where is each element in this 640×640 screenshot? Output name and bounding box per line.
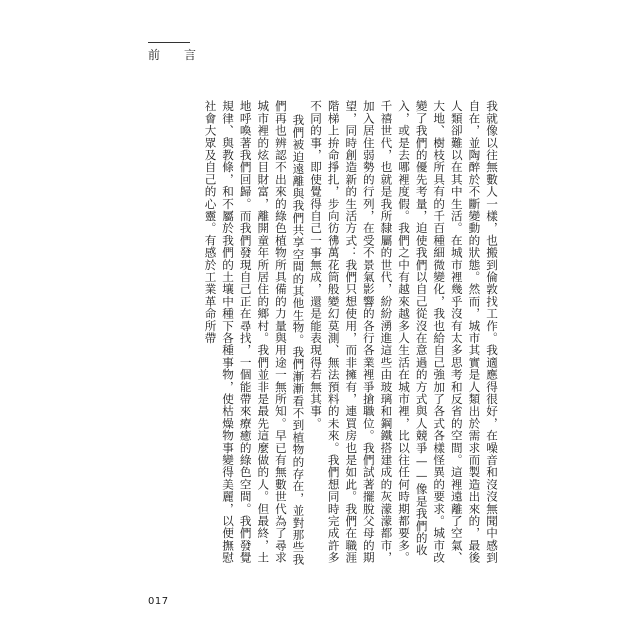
page-number: 017 [148,596,169,607]
paragraph: 我就像以往無數人一樣，也搬到倫敦找工作。我適應得很好，在噪音和沒沒無聞中感到自在，並陶醉於不斷變動的狀態。然而，城市其實是人類出於需求而製造出來的，最後人類卻難以在其中生活。在城市裡幾乎沒有太多思考和反省的空間。這裡遠離了空氣、大地、樹枝所具有的千百種細微變化，我也給自己強加了各式各樣怪異的要求。城市改變了我們的優先考量，迫使我們以自己從沒在意過的方式與人競爭——像是我們的收入，或是去哪裡度假。我們之中有越來越多人生活在城市裡，比以往任何時期都要多。千禧世代，也就是我所隸屬的世代，紛紛湧進這些由玻璃和鋼鐵搭建成的灰濛濛都市，加入居住弱勢的行列，在受不景氣影響的各行各業裡爭搶職位。我們試著擺脫父母的期望，同時創造新的生活方式：我們只想使用，而非擁有，連買房也是如此。我們在職涯階梯上拚命掙扎，步向彷彿萬花筒般變幻莫測、無法預料的未來。我們想同時完成許多不同的事，即使覺得自己一事無成，還是能表現得若無其事。 [309,100,499,564]
header-rule [148,42,190,43]
paragraph: 我們被迫遠離與我們共享空間的其他生物。我們漸漸看不到植物的存在，並對那些我們再也辨認不出來的綠色植物所具備的力量與用途一無所知。早已有無數世代為了尋求城市裡的炫目財富，離開童年所居住的鄉村。我們並非是最先這麼做的人。但最終，土地呼喚著我們回歸。而我們發現自己正在尋找，一個能帶來療癒的綠色空間。我們發覺規律、與教條，和不屬於我們的土壤中種下各種事物，使枯燥物事變得美麗，以便撫慰社會大眾及自己的心靈。有感於工業革命所帶 [203,100,306,566]
chapter-title: 前 言 [148,48,203,62]
body-text [155,100,500,570]
